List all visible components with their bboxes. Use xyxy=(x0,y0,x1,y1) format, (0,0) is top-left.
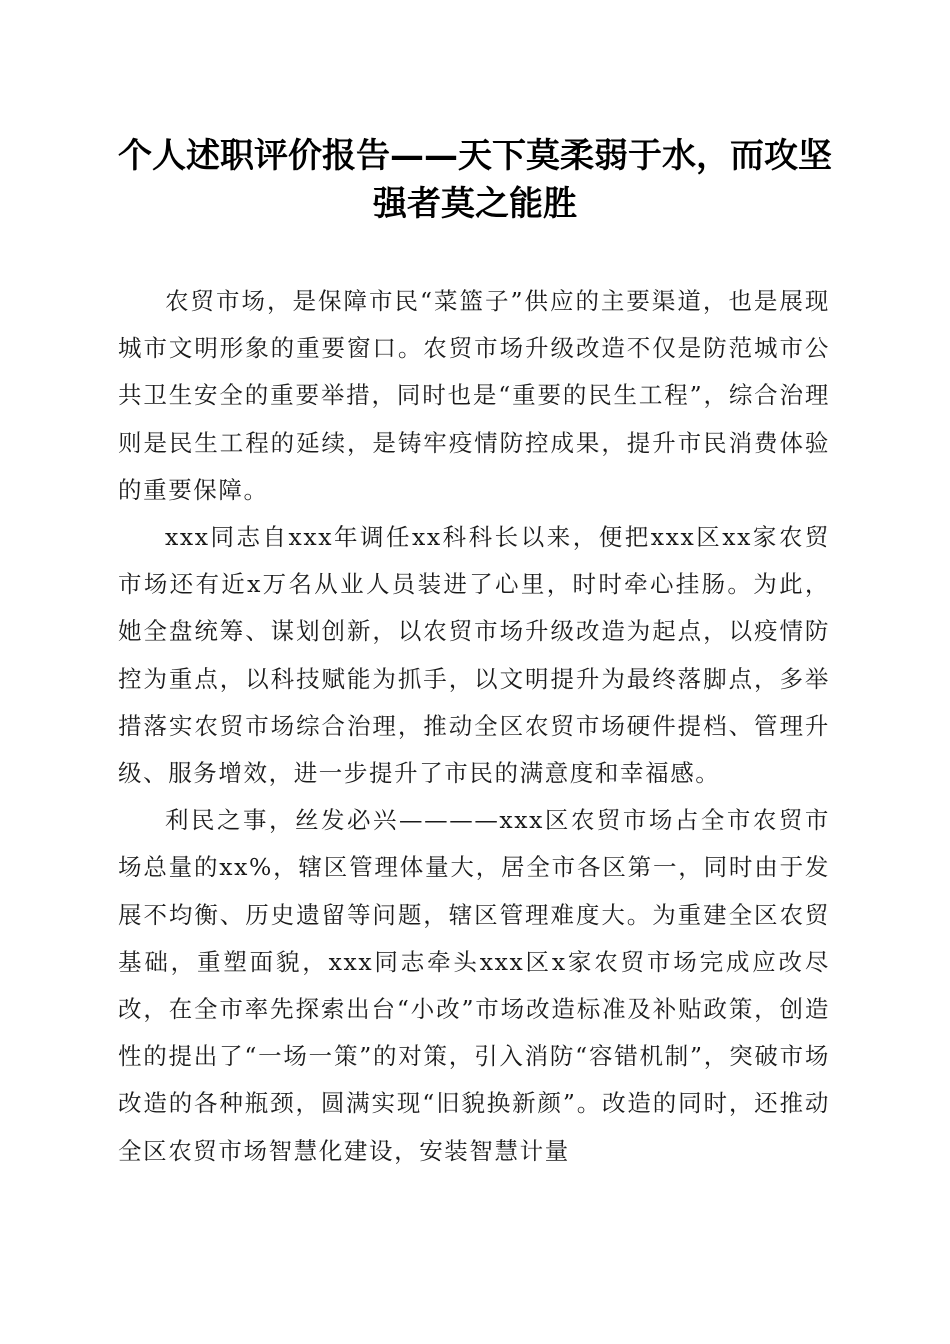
paragraph-2: xxx同志自xxx年调任xx科科长以来，便把xxx区xx家农贸市场还有近x万名从业人员装进了心里，时时牵心挂肠。为此，她全盘统筹、谋划创新，以农贸市场升级改造为起点，以疫情防控为重点，以科技赋能为抓手，以文明提升为最终落脚点，多举措落实农贸市场综合治理，推动全区农贸市场硬件提档、管理升级、服务增效，进一步提升了市民的满意度和幸福感。 xyxy=(118,523,830,788)
document-body xyxy=(118,278,830,1175)
paragraph-1: 农贸市场，是保障市民“菜篮子”供应的主要渠道，也是展现城市文明形象的重要窗口。农贸市场升级改造不仅是防范城市公共卫生安全的重要举措，同时也是“重要的民生工程”，综合治理则是民生工程的延续，是铸牢疫情防控成果，提升市民消费体验的重要保障。 xyxy=(118,287,830,504)
document-title: 个人述职评价报告——天下莫柔弱于水，而攻坚强者莫之能胜 xyxy=(118,136,832,224)
paragraph-3: 利民之事，丝发必兴————xxx区农贸市场占全市农贸市场总量的xx%，辖区管理体量大，居全市各区第一，同时由于发展不均衡、历史遗留等问题，辖区管理难度大。为重建全区农贸基础，重塑面貌，xxx同志牵头xxx区x家农贸市场完成应改尽改，在全市率先探索出台“小改”市场改造标准及补贴政策，创造性的提出了“一场一策”的对策，引入消防“容错机制”，突破市场改造的各种瓶颈，圆满实现“旧貌换新颜”。改造的同时，还推动全区农贸市场智慧化建设，安装智慧计量 xyxy=(118,806,830,1165)
